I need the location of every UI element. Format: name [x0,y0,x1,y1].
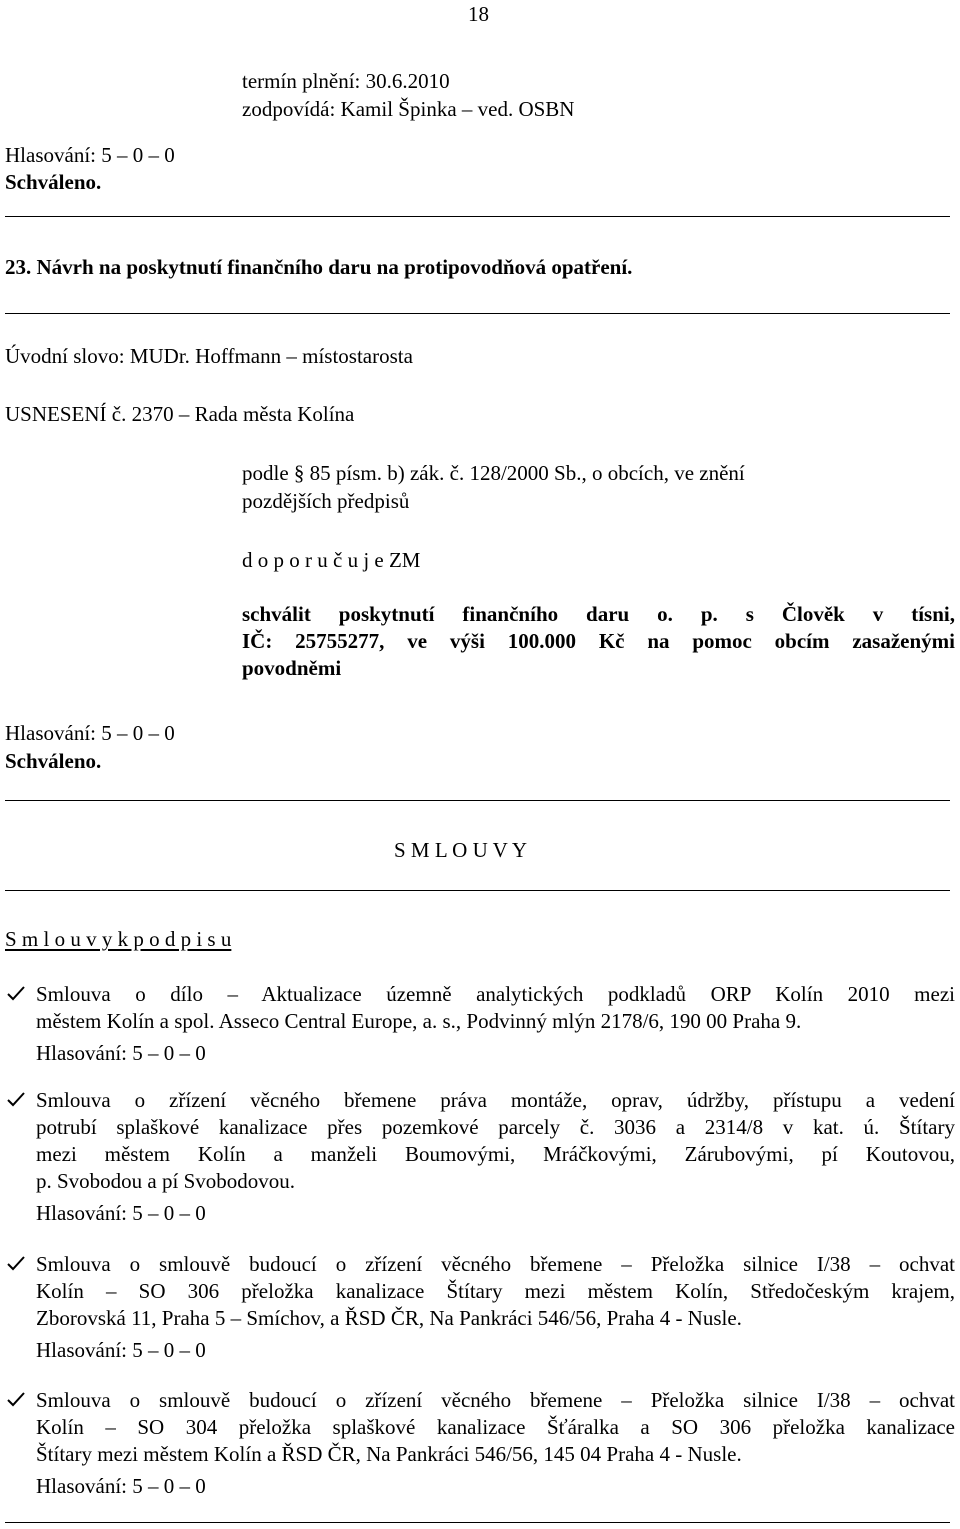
contracts-section-title: S M L O U V Y [394,838,528,862]
divider [5,313,950,314]
contract-1-line-2: městem Kolín a spol. Asseco Central Europe, a. s., Podvinný mlýn 2178/6, 190 00 Praha 9. [36,1009,802,1033]
intro-speaker: Úvodní slovo: MUDr. Hoffmann – místostarosta [5,344,413,368]
checkmark-icon [6,1389,26,1409]
contract-3-line-1: Smlouva o smlouvě budoucí o zřízení věcného břemene – Přeložka silnice I/38 – ochvat [36,1252,955,1276]
checkmark-icon [6,1253,26,1273]
approved-label-23: Schváleno. [5,749,102,773]
checkmark-icon [6,1089,26,1109]
contract-3-line-2: Kolín – SO 306 přeložka kanalizace Štítary mezi městem Kolín, Středočeským krajem, [36,1279,955,1303]
contract-item-1 [36,981,955,1035]
page-number: 18 [468,2,489,26]
vote-result-23: Hlasování: 5 – 0 – 0 [5,721,175,745]
contract-4-vote: Hlasování: 5 – 0 – 0 [36,1474,206,1498]
contract-2-line-3: mezi městem Kolín a manželi Boumovými, Mráčkovými, Zárubovými, pí Koutovou, [36,1142,955,1166]
recommends-text: d o p o r u č u j e ZM [242,548,421,572]
responsible-text: zodpovídá: Kamil Špinka – ved. OSBN [242,97,575,121]
contract-1-line-1: Smlouva o dílo – Aktualizace územně analytických podkladů ORP Kolín 2010 mezi [36,982,955,1006]
contract-item-3 [36,1251,955,1332]
resolution-number: USNESENÍ č. 2370 – Rada města Kolína [5,402,355,426]
legal-basis-line-1: podle § 85 písm. b) zák. č. 128/2000 Sb., o obcích, ve znění [242,461,745,485]
divider [5,800,950,801]
contract-item-2 [36,1087,955,1195]
divider [5,1522,950,1523]
checkmark-icon [6,983,26,1003]
approval-line-2: IČ: 25755277, ve výši 100.000 Kč na pomoc obcím zasaženými [242,629,955,653]
contract-2-line-2: potrubí splaškové kanalizace přes pozemkové parcely č. 3036 a 2314/8 v kat. ú. Štítary [36,1115,955,1139]
contract-4-line-3: Štítary mezi městem Kolín a ŘSD ČR, Na Pankráci 546/56, 145 04 Praha 4 - Nusle. [36,1442,742,1466]
approval-line-3: povodněmi [242,656,342,680]
contract-4-line-2: Kolín – SO 304 přeložka splaškové kanalizace Šťáralka a SO 306 přeložka kanalizace [36,1415,955,1439]
divider [5,890,950,891]
contract-item-4 [36,1387,955,1468]
item-23-heading: 23. Návrh na poskytnutí finančního daru na protipovodňová opatření. [5,255,633,279]
divider [5,216,950,217]
contract-4-line-1: Smlouva o smlouvě budoucí o zřízení věcného břemene – Přeložka silnice I/38 – ochvat [36,1388,955,1412]
contract-2-line-1: Smlouva o zřízení věcného břemene práva montáže, oprav, údržby, přístupu a vedení [36,1088,955,1112]
contract-3-vote: Hlasování: 5 – 0 – 0 [36,1338,206,1362]
contract-2-vote: Hlasování: 5 – 0 – 0 [36,1201,206,1225]
recommends-label [242,550,420,571]
contract-3-line-3: Zborovská 11, Praha 5 – Smíchov, a ŘSD ČR, Na Pankráci 546/56, Praha 4 - Nusle. [36,1306,742,1330]
approved-label-22: Schváleno. [5,170,102,194]
deadline-text: termín plnění: 30.6.2010 [242,69,450,93]
approval-line-1: schválit poskytnutí finančního daru o. p. s Člověk v tísni, [242,602,955,626]
vote-result-22: Hlasování: 5 – 0 – 0 [5,143,175,167]
approval-text [242,601,955,682]
contracts-subtitle: S m l o u v y k p o d p i s u [5,927,232,951]
contract-2-line-4: p. Svobodou a pí Svobodovou. [36,1169,296,1193]
legal-basis-line-2: pozdějších předpisů [242,489,410,513]
contract-1-vote: Hlasování: 5 – 0 – 0 [36,1041,206,1065]
